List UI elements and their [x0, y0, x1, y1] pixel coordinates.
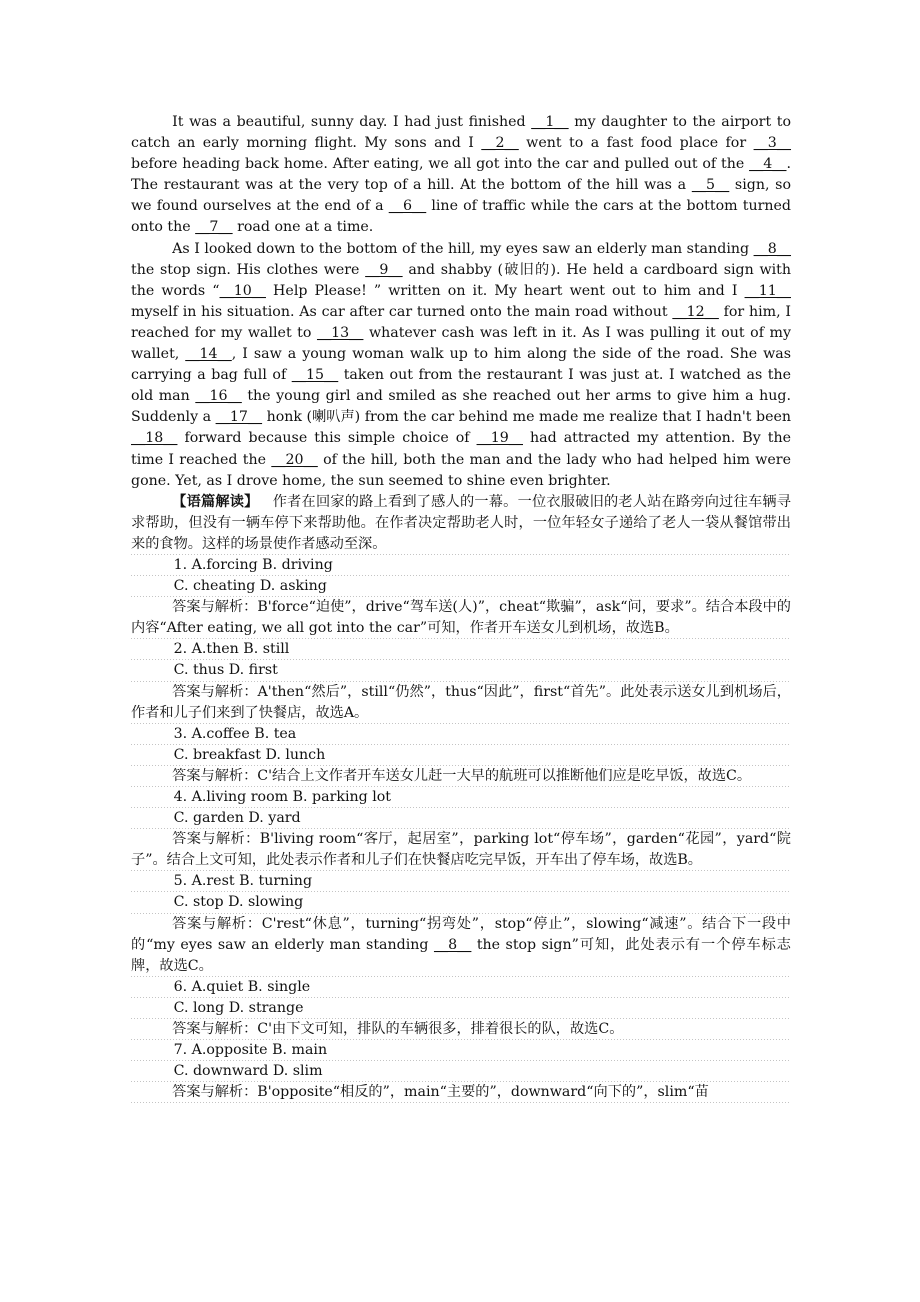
document-page — [131, 112, 791, 1103]
question-item — [131, 977, 791, 1040]
blank-3: __3__ — [753, 135, 792, 152]
analysis-paragraph — [131, 492, 791, 555]
text-run: before heading back home. After eating, we all got into the car and pulled out of the — [131, 156, 750, 173]
blank-8: __8__ — [753, 240, 792, 257]
text-run: my daughter to the airport to catch an early morning flight. My sons and I — [131, 114, 791, 152]
answer-explanation: 答案与解析：B'force“迫使”，drive“驾车送(人)”，cheat“欺骗”，ask“问，要求”。结合本段中的内容“After eating, we all got into the car”可知，作者开车送女儿到机场，故选B。 — [131, 597, 791, 639]
blank-18: __18__ — [131, 430, 178, 447]
question-list — [131, 555, 791, 1103]
text-run: 答案与解析：C'rest“休息”，turning“拐弯处”，stop“停止”，slowing“减速”。结合下一段中的“my eyes saw an elderly man standing — [131, 915, 791, 953]
text-run: . The restaurant was at the very top of a hill. At the bottom of the hill was a — [131, 156, 791, 194]
text-run: taken out from the restaurant I was just at. I watched as the old man — [131, 367, 791, 405]
text-run: Help Please! ” written on it. My heart went out to him and I — [265, 282, 745, 299]
question-options-line-2: C. stop D. slowing — [131, 892, 791, 913]
question-options-line-1: 4. A.living room B. parking lot — [131, 787, 791, 808]
text-run: , I saw a young woman walk up to him along the side of the road. She was carrying a bag full of — [131, 346, 791, 384]
question-options-line-2: C. long D. strange — [131, 998, 791, 1019]
question-options-line-2: C. garden D. yard — [131, 808, 791, 829]
blank-7: __7__ — [195, 219, 233, 236]
question-options-line-2: C. cheating D. asking — [131, 576, 791, 597]
blank-15: __15__ — [291, 367, 339, 384]
blank-12: __12__ — [672, 303, 719, 320]
question-options-line-2: C. thus D. first — [131, 660, 791, 681]
blank-2: __2__ — [481, 135, 519, 152]
passage-paragraph-1 — [131, 112, 791, 239]
text-run: myself in his situation. As car after car turned onto the main road without — [131, 303, 673, 320]
question-item — [131, 724, 791, 787]
text-run: whatever cash was left in it. As I was pulling it out of my wallet, — [131, 324, 791, 363]
text-run: sign, so we found ourselves at the end of a — [131, 177, 792, 215]
answer-explanation: 答案与解析：B'living room“客厅，起居室”，parking lot“停车场”，garden“花园”，yard“院子”。结合上文可知，此处表示作者和儿子们在快餐店吃完早饭，开车出了停车场，故选B。 — [131, 829, 791, 871]
answer-explanation: 答案与解析：A'then“然后”，still“仍然”，thus“因此”，first“首先”。此处表示送女儿到机场后，作者和儿子们来到了快餐店，故选A。 — [131, 682, 791, 724]
question-options-line-1: 2. A.then B. still — [131, 639, 791, 660]
blank-19: __19__ — [476, 430, 523, 447]
text-run: the stop sign. His clothes were — [131, 261, 366, 278]
text-run: the young girl and smiled as she reached out her arms to give him a hug. Suddenly a — [131, 388, 791, 426]
blank-8: __8__ — [433, 936, 472, 953]
question-options-line-1: 7. A.opposite B. main — [131, 1040, 791, 1061]
text-run: As I looked down to the bottom of the hill, my eyes saw an elderly man standing — [172, 240, 754, 257]
question-options-line-1: 3. A.coffee B. tea — [131, 724, 791, 745]
question-options-line-2: C. downward D. slim — [131, 1061, 791, 1082]
question-options-line-1: 5. A.rest B. turning — [131, 871, 791, 892]
text-run: forward because this simple choice of — [177, 430, 477, 447]
blank-9: __9__ — [365, 261, 403, 278]
text-run: It was a beautiful, sunny day. I had just finished — [172, 114, 532, 130]
blank-17: __17__ — [215, 409, 263, 426]
text-run: road one at a time. — [232, 219, 374, 236]
blank-20: __20__ — [271, 451, 318, 468]
blank-13: __13__ — [316, 324, 364, 341]
passage-paragraph-2 — [131, 239, 791, 492]
blank-11: __11__ — [744, 282, 791, 299]
answer-explanation — [131, 914, 791, 977]
blank-5: __5__ — [691, 177, 730, 194]
analysis-header: 【语篇解读】 — [172, 493, 259, 510]
text-run: had attracted my attention. By the time I reached the — [131, 430, 791, 468]
blank-6: __6__ — [388, 198, 427, 215]
text-run: honk (喇叭声) from the car behind me made me realize that I hadn't been — [262, 409, 791, 426]
answer-explanation: 答案与解析：C'由下文可知，排队的车辆很多，排着很长的队，故选C。 — [131, 1019, 791, 1040]
question-item — [131, 639, 791, 723]
question-item — [131, 871, 791, 976]
text-run: for him, I reached for my wallet to — [131, 303, 791, 341]
text-run: went to a fast food place for — [518, 135, 754, 152]
answer-explanation: 答案与解析：C'结合上文作者开车送女儿赶一大早的航班可以推断他们应是吃早饭，故选C。 — [131, 766, 791, 787]
blank-1: __1__ — [531, 114, 569, 130]
question-item — [131, 1040, 791, 1103]
question-item — [131, 787, 791, 871]
answer-explanation: 答案与解析：B'opposite“相反的”，main“主要的”，downward“向下的”，slim“苗 — [131, 1082, 791, 1103]
text-run: line of traffic while the cars at the bottom turned onto the — [131, 198, 791, 236]
analysis-text: 作者在回家的路上看到了感人的一幕。一位衣服破旧的老人站在路旁向过往车辆寻求帮助，但没有一辆车停下来帮助他。在作者决定帮助老人时，一位年轻女子递给了老人一袋从餐馆带出来的食物。这样的场景使作者感动至深。 — [131, 493, 791, 552]
question-options-line-2: C. breakfast D. lunch — [131, 745, 791, 766]
text-run: of the hill, both the man and the lady who had helped him were gone. Yet, as I drove home, the sun seemed to shine even brighter. — [131, 451, 791, 489]
blank-4: __4__ — [749, 156, 787, 173]
question-options-line-1: 6. A.quiet B. single — [131, 977, 791, 998]
question-item — [131, 555, 791, 639]
blank-14: __14__ — [185, 346, 232, 363]
text-run: and shabby (破旧的). He held a cardboard sign with the words “ — [131, 261, 791, 299]
text-run: the stop sign”可知，此处表示有一个停车标志牌，故选C。 — [131, 936, 791, 974]
blank-10: __10__ — [219, 282, 266, 299]
question-options-line-1: 1. A.forcing B. driving — [131, 555, 791, 576]
blank-16: __16__ — [195, 388, 242, 405]
